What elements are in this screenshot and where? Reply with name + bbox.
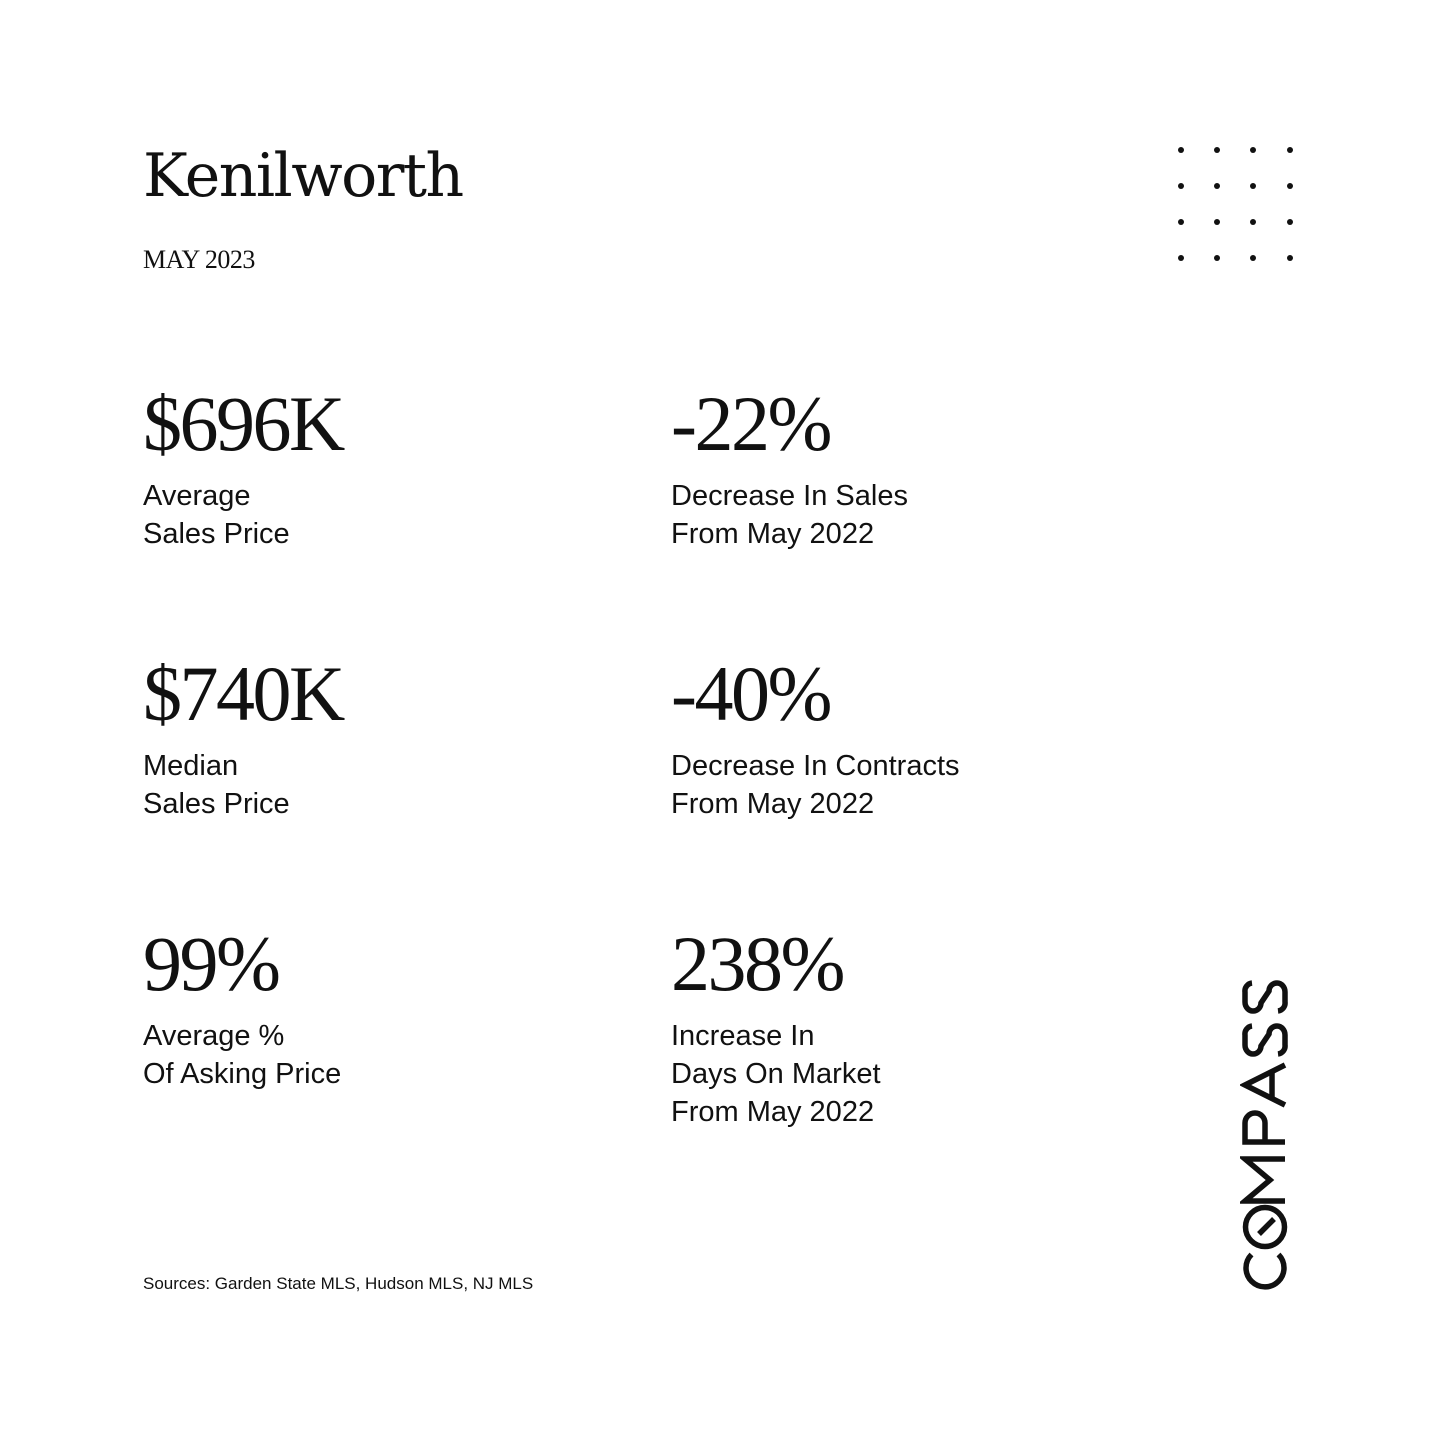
stat-label	[143, 747, 343, 823]
stat-label-line: Decrease In Sales	[671, 480, 908, 512]
stat-label	[671, 1017, 881, 1131]
stat-label	[143, 1017, 341, 1093]
stat-value: -40%	[671, 650, 830, 737]
dot-grid-icon	[1176, 145, 1298, 265]
stat-label-line: Of Asking Price	[143, 1058, 342, 1090]
stat-value: -22%	[671, 380, 830, 467]
stat-label-line: Sales Price	[143, 518, 290, 550]
stat-label	[671, 747, 960, 823]
stat-contracts-change	[671, 650, 960, 823]
stat-label-line: Increase In	[671, 1020, 815, 1052]
stat-label-line: Average	[143, 480, 251, 512]
stat-sales-change	[671, 380, 908, 553]
compass-logo	[1240, 955, 1290, 1295]
stat-average-sales-price	[143, 380, 343, 553]
stat-label-line: Days On Market	[671, 1058, 881, 1090]
stat-value: 99%	[143, 920, 279, 1007]
stat-label-line: Decrease In Contracts	[671, 750, 960, 782]
stat-value: $696K	[143, 380, 343, 467]
stat-median-sales-price	[143, 650, 343, 823]
stat-label-line: Average %	[143, 1020, 285, 1052]
report-date: MAY 2023	[143, 245, 255, 274]
stat-label-line: From May 2022	[671, 518, 875, 550]
stat-percent-of-asking	[143, 920, 342, 1093]
stat-label-line: Median	[143, 750, 239, 782]
page-title: Kenilworth	[143, 141, 463, 211]
stat-label	[671, 477, 908, 553]
stat-label	[143, 477, 343, 553]
sources-note: Sources: Garden State MLS, Hudson MLS, NJ MLS	[143, 1274, 534, 1293]
stat-label-line: From May 2022	[671, 788, 875, 820]
stat-days-on-market-change	[671, 920, 881, 1131]
stat-value: $740K	[143, 650, 343, 737]
stat-label-line: From May 2022	[671, 1096, 875, 1128]
stat-label-line: Sales Price	[143, 788, 290, 820]
stat-value: 238%	[671, 920, 843, 1007]
